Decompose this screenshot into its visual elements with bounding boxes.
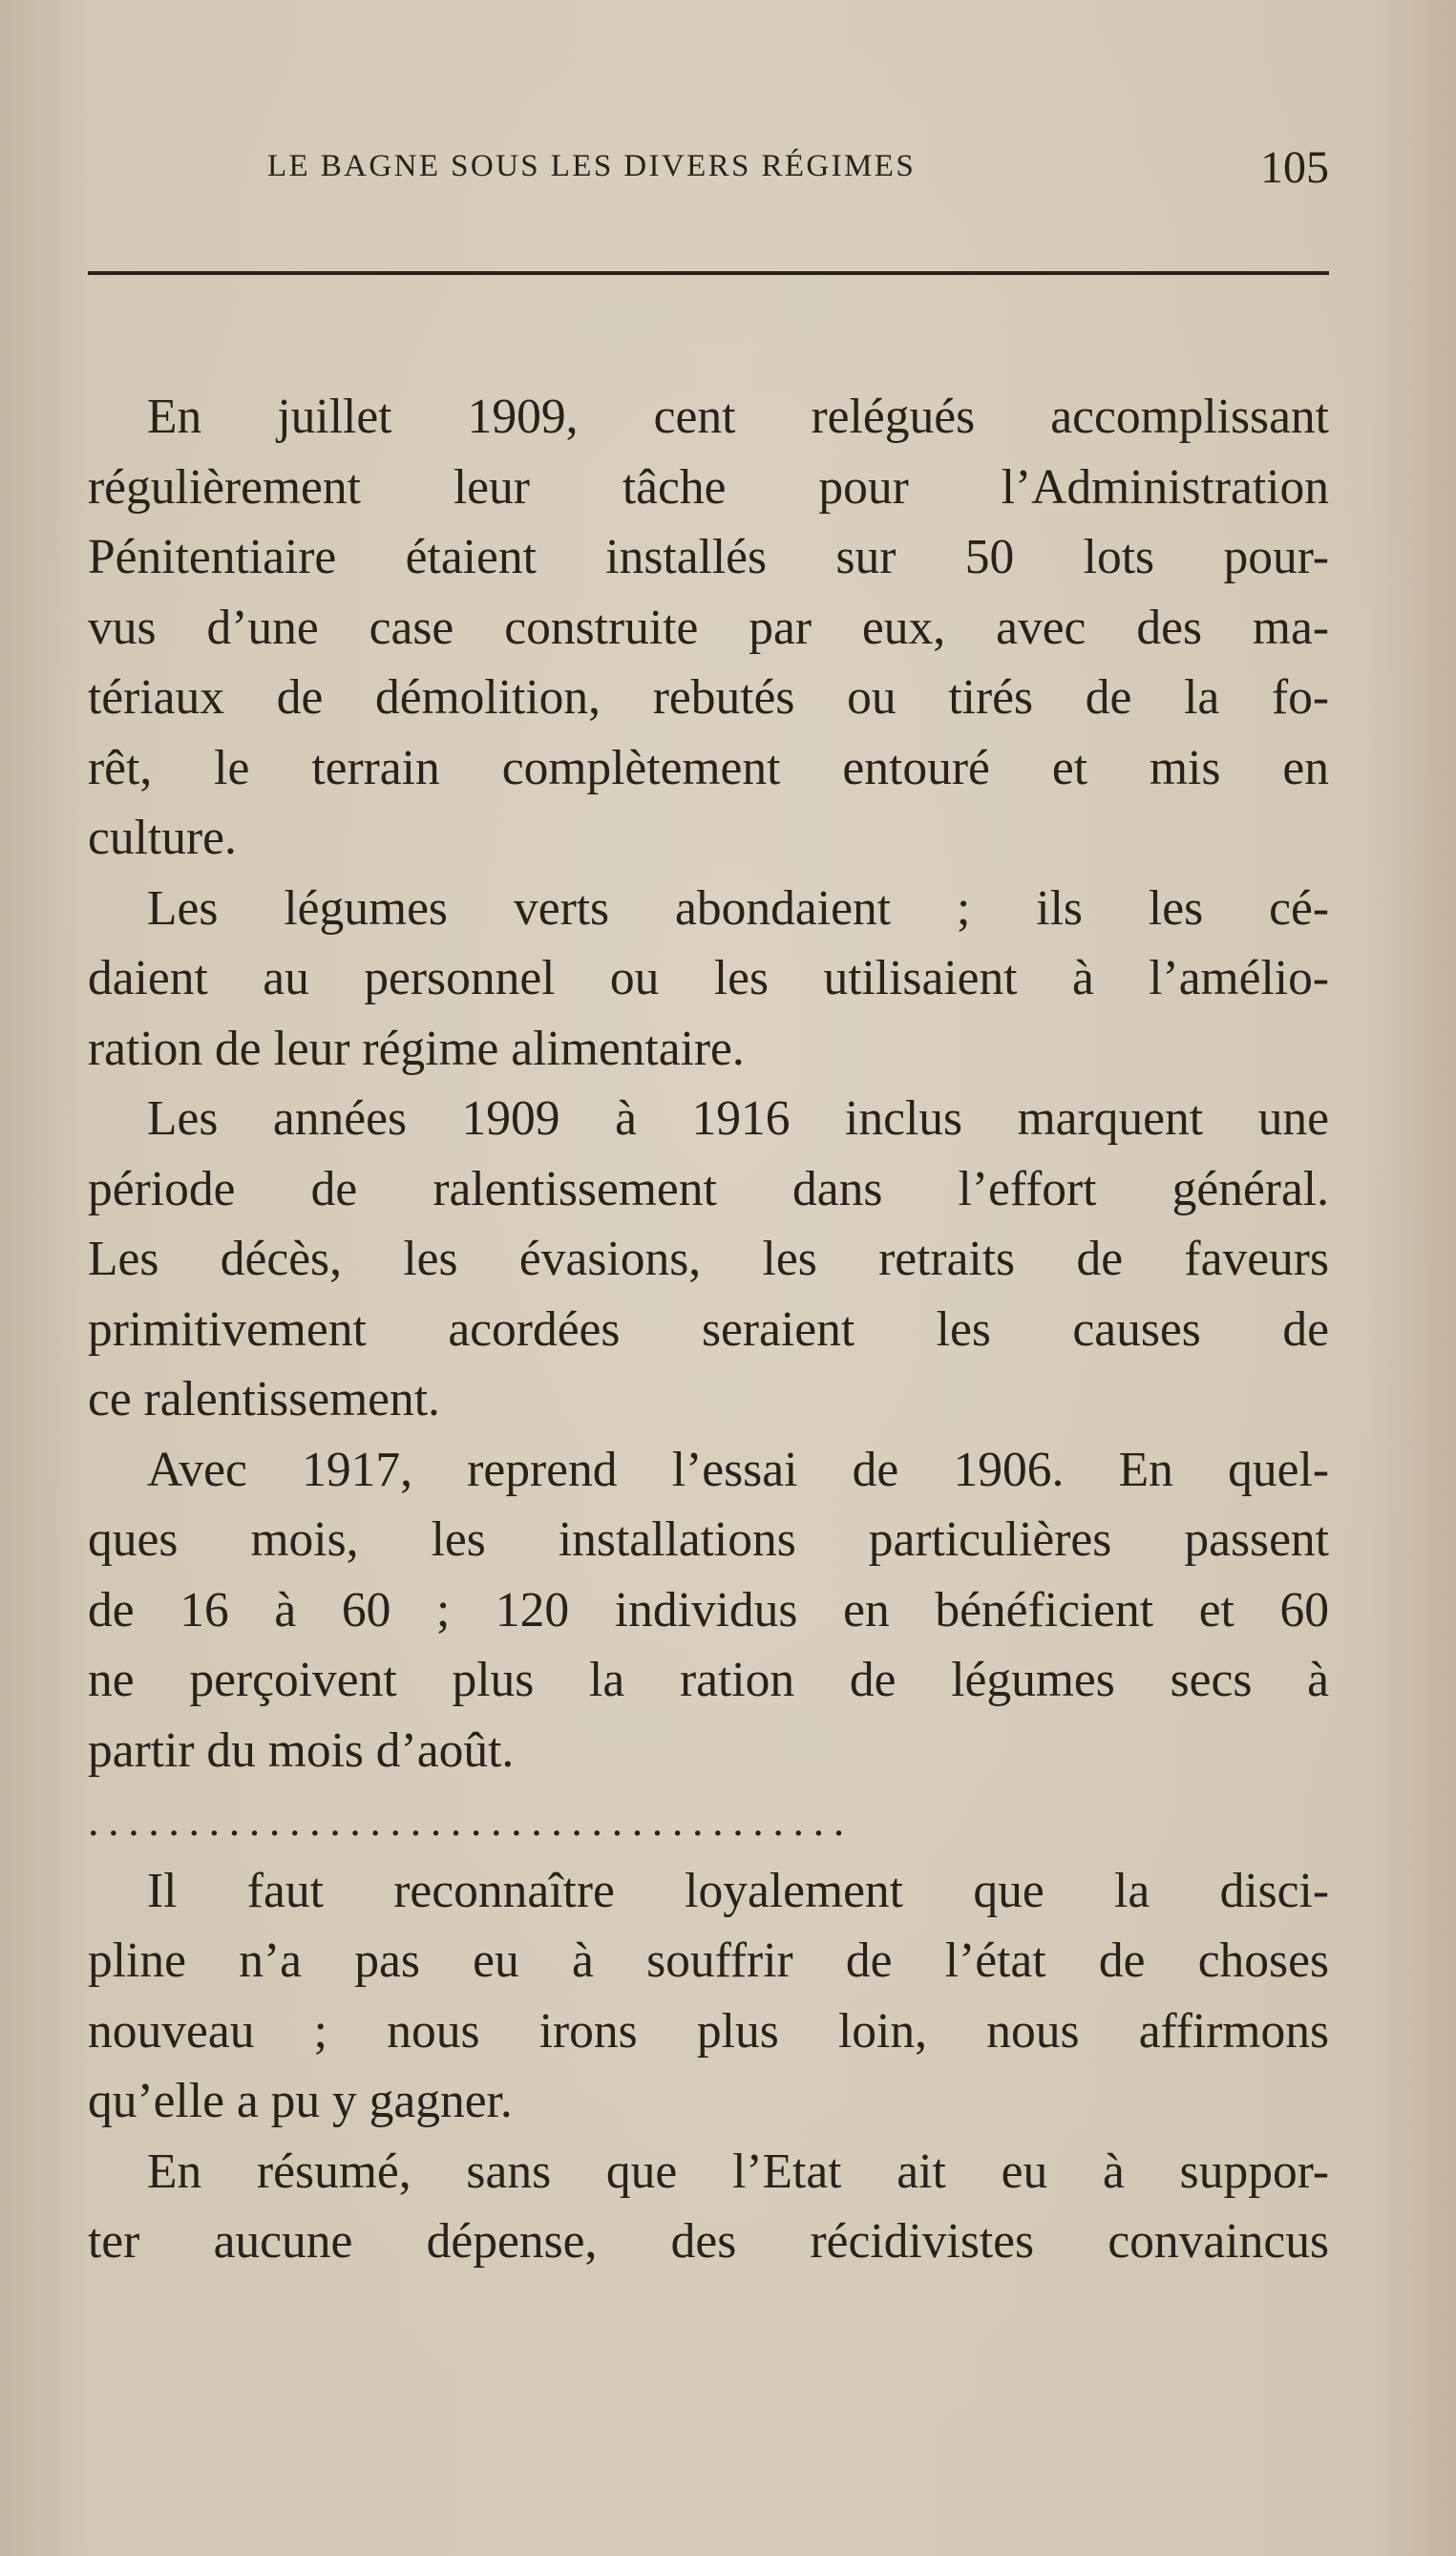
text-line: de 16 à 60 ; 120 individus en bénéficient et 60 (88, 1582, 1329, 1637)
text-line: Les légumes verts abondaient ; ils les cé- (147, 880, 1329, 936)
header-rule (88, 271, 1329, 275)
text-line: Les années 1909 à 1916 inclus marquent une (147, 1091, 1329, 1146)
ellipsis-separator: ...................................... (88, 1796, 854, 1845)
text-line: nouveau ; nous irons plus loin, nous affirmons (88, 2003, 1329, 2059)
text-line: Il faut reconnaître loyalement que la disci- (147, 1863, 1329, 1918)
body-text (88, 382, 1329, 2330)
text-line: ce ralentissement. (88, 1372, 440, 1426)
text-line: ter aucune dépense, des récidivistes convaincus (88, 2214, 1329, 2269)
text-line: partir du mois d’août. (88, 1722, 515, 1778)
text-line: rêt, le terrain complètement entouré et mis en (88, 740, 1329, 795)
text-line: qu’elle a pu y gagner. (88, 2074, 513, 2128)
text-line: pline n’a pas eu à souffrir de l’état de choses (88, 1933, 1329, 1988)
running-title: LE BAGNE SOUS LES DIVERS RÉGIMES (267, 149, 917, 183)
text-line: Pénitentiaire étaient installés sur 50 lots pour- (88, 530, 1329, 584)
text-line: vus d’une case construite par eux, avec des ma- (88, 600, 1329, 655)
text-line: ques mois, les installations particulières passent (88, 1512, 1329, 1567)
running-head (88, 141, 1329, 208)
text-line: primitivement acordées seraient les causes de (88, 1301, 1329, 1357)
text-line: tériaux de démolition, rebutés ou tirés de la fo- (88, 670, 1329, 725)
text-line: culture. (88, 811, 237, 865)
page-number: 105 (1260, 142, 1329, 193)
text-line: période de ralentissement dans l’effort général. (88, 1161, 1329, 1216)
text-line: Les décès, les évasions, les retraits de faveurs (88, 1232, 1329, 1286)
text-line: régulièrement leur tâche pour l’Administration (88, 459, 1329, 515)
text-line: daient au personnel ou les utilisaient à l’amélio- (88, 951, 1329, 1005)
text-line: En juillet 1909, cent relégués accomplissant (147, 390, 1329, 444)
text-line: ration de leur régime alimentaire. (88, 1021, 745, 1076)
text-line: ne perçoivent plus la ration de légumes secs à (88, 1653, 1329, 1707)
text-line: Avec 1917, reprend l’essai de 1906. En quel- (147, 1442, 1329, 1497)
text-line: En résumé, sans que l’Etat ait eu à suppor- (147, 2144, 1329, 2199)
